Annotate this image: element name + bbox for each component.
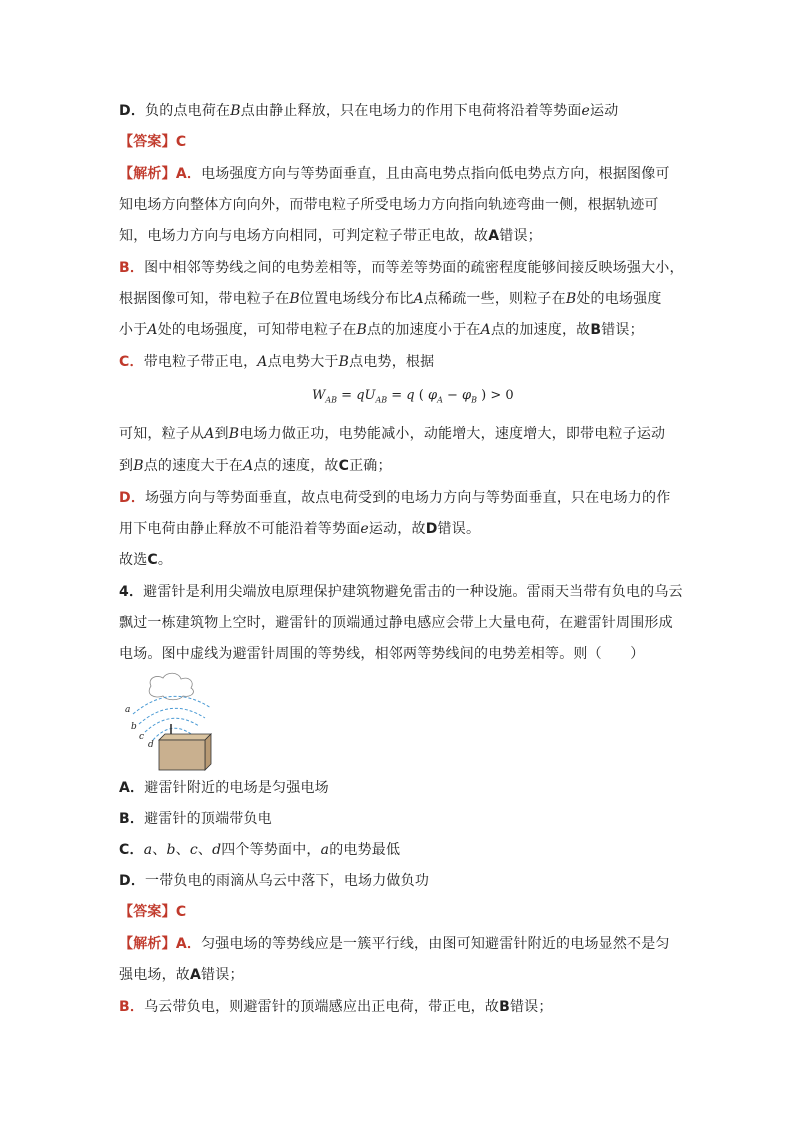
lightning-rod-diagram xyxy=(119,668,229,773)
analysis-q3-line11: 用下电荷由静止释放不可能沿着等势面e运动，故D错误。 xyxy=(119,521,481,537)
analysis-q3-line7: C．带电粒子带正电，A点电势大于B点电势，根据 xyxy=(119,354,435,370)
label-b: b xyxy=(131,722,137,732)
option-c-q4: C．a、b、c、d四个等势面中，a的电势最低 xyxy=(119,842,401,858)
answer-q4: 【答案】C xyxy=(119,904,187,920)
option-b-q4: B．避雷针的顶端带负电 xyxy=(119,811,272,827)
label-d: d xyxy=(148,740,154,750)
analysis-q4-line3: B．乌云带负电，则避雷针的顶端感应出正电荷，带正电，故B错误； xyxy=(119,999,553,1015)
equipotential-b xyxy=(139,708,205,724)
equipotential-c xyxy=(145,718,199,732)
option-d-q4: D．一带负电的雨滴从乌云中落下，电场力做负功 xyxy=(119,873,430,889)
cloud-icon xyxy=(149,673,193,700)
analysis-q3-line5: 根据图像可知，带电粒子在B位置电场线分布比A点稀疏一些，则粒子在B处的电场强度 xyxy=(119,291,662,307)
building-front xyxy=(159,740,205,770)
analysis-q3-line6: 小于A处的电场强度，可知带电粒子在B点的加速度小于在A点的加速度，故B错误； xyxy=(119,322,644,338)
analysis-q3-line9: 到B点的速度大于在A点的速度，故C正确； xyxy=(119,458,392,474)
answer-q3: 【答案】C xyxy=(119,134,187,150)
analysis-q3-line3: 知，电场力方向与电场方向相同，可判定粒子带正电故，故A错误； xyxy=(119,228,542,244)
analysis-q4-line1: 【解析】A．匀强电场的等势线应是一簇平行线，由图可知避雷针附近的电场显然不是匀 xyxy=(119,936,670,952)
building-side xyxy=(205,734,211,770)
choose-c-q3: 故选C。 xyxy=(119,552,173,568)
label-a: a xyxy=(125,705,131,715)
work-formula: $W_{AB} = qU_{AB} = q$ ( $\varphi_A - \varphi_B$ ) > 0 xyxy=(312,388,514,405)
question-4-line3: 电场。图中虚线为避雷针周围的等势线，相邻两等势线间的电势差相等。则（ ） xyxy=(119,646,645,662)
analysis-q3-line10: D．场强方向与等势面垂直，故点电荷受到的电场力方向与等势面垂直，只在电场力的作 xyxy=(119,490,671,506)
analysis-q3-line2: 知电场方向整体方向向外，而带电粒子所受电场力方向指向轨迹弯曲一侧，根据轨迹可 xyxy=(119,197,659,213)
analysis-q3-line4: B．图中相邻等势线之间的电势差相等，而等差等势面的疏密程度能够间接反映场强大小， xyxy=(119,260,684,276)
building-top xyxy=(159,734,211,740)
option-d-q3: D．负的点电荷在B点由静止释放，只在电场力的作用下电荷将沿着等势面e运动 xyxy=(119,103,619,119)
question-4-line1: 4．避雷针是利用尖端放电原理保护建筑物避免雷击的一种设施。雷雨天当带有负电的乌云 xyxy=(119,584,683,600)
lightning-rod-figure xyxy=(119,668,229,773)
analysis-q4-line2: 强电场，故A错误； xyxy=(119,967,244,983)
analysis-q3-line1: 【解析】A．电场强度方向与等势面垂直，且由高电势点指向低电势点方向，根据图像可 xyxy=(119,166,670,182)
question-4-line2: 飘过一栋建筑物上空时，避雷针的顶端通过静电感应会带上大量电荷，在避雷针周围形成 xyxy=(119,615,673,631)
option-a-q4: A．避雷针附近的电场是匀强电场 xyxy=(119,780,329,796)
label-c: c xyxy=(139,732,145,742)
analysis-q3-line8: 可知，粒子从A到B电场力做正功，电势能减小，动能增大，速度增大，即带电粒子运动 xyxy=(119,426,666,442)
